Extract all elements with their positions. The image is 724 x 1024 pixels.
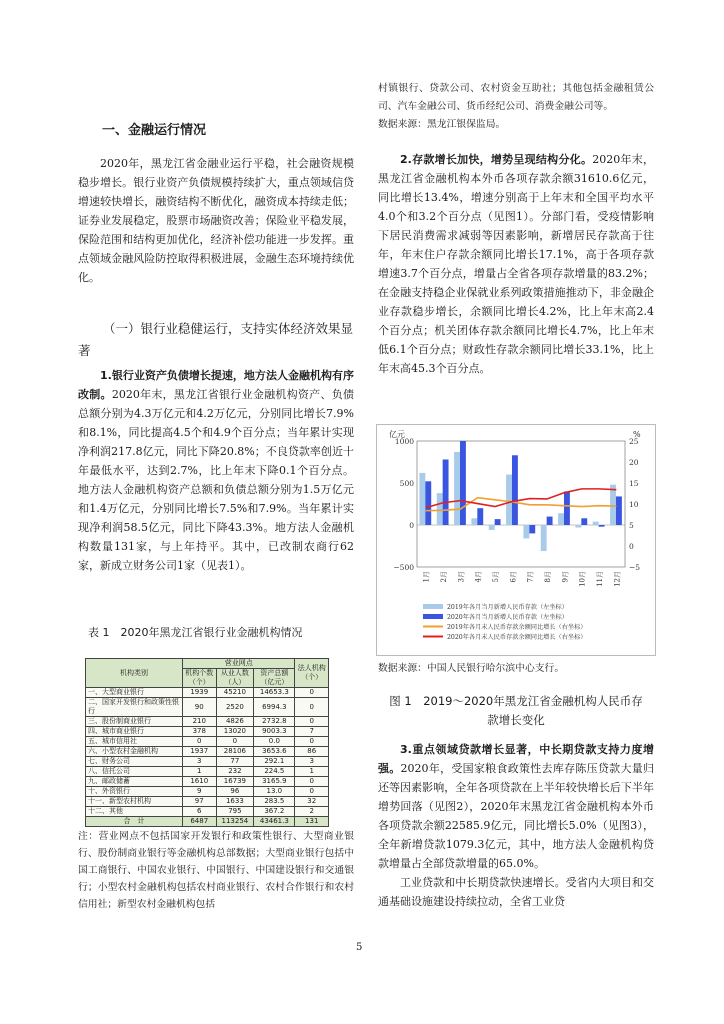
section-title: 一、金融运行情况 <box>102 123 207 138</box>
table-cell-staff: 77 <box>216 757 254 767</box>
para1-block <box>78 366 354 575</box>
table-cell-name: 合 计 <box>86 817 183 827</box>
table-note: 注：营业网点不包括国家开发银行和政策性银行、大型商业银行、股份制商业银行等金融机构总部数据；大型商业银行包括中国工商银行、中国农业银行、中国银行、中国建设银行和交通银行；小型农村金融机构包括农村商业银行、农村合作银行和农村信用社；新型农村金融机构包括 <box>78 831 354 910</box>
table-cell-staff: 28106 <box>216 747 254 757</box>
table1 <box>85 658 329 827</box>
table-cell-assets: 3165.9 <box>254 777 295 787</box>
table-cell-assets: 283.5 <box>254 797 295 807</box>
bar-series-0 <box>419 473 425 525</box>
bar-series-1 <box>564 491 570 525</box>
table-cell-local: 0 <box>295 777 329 787</box>
table-cell-local: 1 <box>295 767 329 777</box>
table-cell-name: 四、城市商业银行 <box>86 727 183 737</box>
table-cell-assets: 6994.3 <box>254 698 295 717</box>
table-cell-name: 十二、其他 <box>86 807 183 817</box>
table-cell-staff: 13020 <box>216 727 254 737</box>
bar-series-1 <box>495 519 501 525</box>
bar-series-0 <box>506 475 512 525</box>
table-cell-local: 0 <box>295 717 329 727</box>
x-tick-label: 3月 <box>457 571 466 583</box>
table-cell-local: 7 <box>295 727 329 737</box>
legend-label-1: 2020年各月当月新增人民币存款（左坐标） <box>447 614 568 621</box>
x-tick-label: 8月 <box>544 571 552 583</box>
table-row <box>86 698 329 717</box>
table-row <box>86 727 329 737</box>
table-note-block <box>78 828 354 913</box>
para2 <box>378 150 654 378</box>
table-row <box>86 717 329 727</box>
table-cell-staff: 232 <box>216 767 254 777</box>
table-cell-assets: 292.1 <box>254 757 295 767</box>
bar-series-0 <box>593 522 599 525</box>
x-tick-label: 1月 <box>422 571 431 583</box>
table-cell-staff: 4826 <box>216 717 254 727</box>
table-cell-name: 五、城市信用社 <box>86 737 183 747</box>
legend-label-2: 2019年各月末人民币存款余额同比增长（右坐标） <box>447 624 587 631</box>
x-tick-label: 10月 <box>578 571 587 587</box>
table-cell-assets: 14653.3 <box>254 688 295 698</box>
x-tick-label: 6月 <box>509 571 518 583</box>
table-cell-count: 0 <box>183 737 217 747</box>
table-cell-name: 八、信托公司 <box>86 767 183 777</box>
table-row <box>86 777 329 787</box>
table-row <box>86 767 329 777</box>
table-cell-count: 1939 <box>183 688 217 698</box>
table-total-row <box>86 817 329 827</box>
table-cell-assets: 3653.6 <box>254 747 295 757</box>
bar-series-1 <box>547 517 553 525</box>
bar-series-1 <box>443 459 449 525</box>
bar-series-0 <box>575 525 581 528</box>
para3-lead: 3.重点领域贷款增长显著，中长期贷款支持力度增强。 <box>378 743 654 775</box>
col-header-count: 机构个数（个） <box>183 669 217 688</box>
bar-series-0 <box>489 525 495 530</box>
note-continued: 村镇银行、贷款公司、农村资金互助社；其他包括金融租赁公司、汽车金融公司、货币经纪公司、消费金融公司等。 <box>378 83 654 112</box>
table-cell-assets: 13.0 <box>254 787 295 797</box>
col-header-group: 营业网点 <box>183 659 295 669</box>
table-cell-assets: 9003.3 <box>254 727 295 737</box>
table-cell-name: 十、外资银行 <box>86 787 183 797</box>
legend-swatch-1 <box>423 614 443 619</box>
table-row <box>86 757 329 767</box>
para4: 工业贷款和中长期贷款快速增长。受省内大项目和交通基础设施建设持续拉动，全省工业贷 <box>378 876 654 908</box>
x-tick-label: 12月 <box>613 571 622 587</box>
figure1-frame <box>376 424 656 656</box>
bar-series-1 <box>512 455 518 525</box>
bar-series-1 <box>581 518 587 525</box>
table-cell-name: 三、股份制商业银行 <box>86 717 183 727</box>
table-cell-name: 二、国家开发银行和政策性银行 <box>86 698 183 717</box>
note-continued-block <box>378 80 654 134</box>
table-cell-staff: 2520 <box>216 698 254 717</box>
table-cell-name: 九、邮政储蓄 <box>86 777 183 787</box>
table-cell-local: 3 <box>295 757 329 767</box>
table-cell-count: 97 <box>183 797 217 807</box>
table-cell-staff: 795 <box>216 807 254 817</box>
bar-series-1 <box>425 481 431 525</box>
table-row <box>86 737 329 747</box>
table-cell-count: 3 <box>183 757 217 767</box>
table-cell-local: 86 <box>295 747 329 757</box>
para1 <box>78 366 354 575</box>
table-cell-local: 0 <box>295 737 329 747</box>
table-cell-assets: 0.0 <box>254 737 295 747</box>
table-cell-count: 1 <box>183 767 217 777</box>
x-tick-label: 2月 <box>440 571 448 583</box>
source-1: 数据来源：黑龙江银保监局。 <box>378 119 506 130</box>
subsection-title: （一）银行业稳健运行，支持实体经济效果显著 <box>78 321 354 358</box>
bar-series-0 <box>437 493 443 525</box>
intro-paragraph: 2020年，黑龙江省金融业运行平稳，社会融资规模稳步增长。银行业资产负债规模持续扩大，重点领域信贷增速较快增长，融资结构不断优化，融资成本持续走低；证券业发展稳定，股票市场融资改善；保险业平稳发展，保险范围和结构更加优化，经济补偿功能进一步发挥。重点领域金融风险防控取得积极进展，金融生态环境持续优化。 <box>78 157 354 284</box>
right-tick-label: 25 <box>629 437 639 446</box>
table-cell-count: 6 <box>183 807 217 817</box>
right-tick-label: 15 <box>629 479 639 488</box>
x-tick-label: 11月 <box>596 571 604 587</box>
col-header-type: 机构类别 <box>86 659 183 688</box>
legend-label-3: 2020年各月末人民币存款余额同比增长（右坐标） <box>447 634 587 641</box>
left-tick-label: 500 <box>399 479 414 488</box>
table-cell-name: 七、财务公司 <box>86 757 183 767</box>
bar-series-0 <box>454 452 460 525</box>
table-cell-count: 378 <box>183 727 217 737</box>
x-tick-label: 4月 <box>474 571 483 583</box>
table-cell-assets: 224.5 <box>254 767 295 777</box>
table-cell-count: 9 <box>183 787 217 797</box>
col-header-assets: 资产总额（亿元） <box>254 669 295 688</box>
table-cell-name: 一、大型商业银行 <box>86 688 183 698</box>
table-cell-name: 六、小型农村金融机构 <box>86 747 183 757</box>
para3 <box>378 740 654 873</box>
para3-body: 2020年，受国家粮食政策性去库存陈压贷款大量归还等因素影响，全年各项贷款在上半年较快增长后下半年增势回落（见图2），2020年末黑龙江省金融机构本外币各项贷款余额22585.9亿元，同比增长5.0%（见图3），全年新增贷款1079.3亿元，其中，地方法人金融机构贷款增量占全部贷款增量的65.0%。 <box>378 762 654 870</box>
col-header-staff: 从业人数（人） <box>216 669 254 688</box>
table-row <box>86 797 329 807</box>
table-cell-count: 210 <box>183 717 217 727</box>
bar-series-0 <box>558 513 564 525</box>
bar-series-0 <box>541 525 547 551</box>
right-axis-unit: % <box>633 430 641 439</box>
left-axis-unit: 亿元 <box>389 430 405 439</box>
bar-series-0 <box>471 518 477 525</box>
para1-body: 2020年末，黑龙江省银行业金融机构资产、负债总额分别为4.3万亿元和4.2万亿元，分别同比增长7.9%和8.1%，同比提高4.5个和4.9个百分点；当年累计实现净利润217.8亿元，同比下降20.8%；不良贷款率创近十年最低水平，达到2.7%，比上年末下降0.1个百分点。地方法人金融机构资产总额和负债总额分别为1.5万亿元和1.4万亿元，分别同比增长7.5%和7.9%。当年累计实现净利润58.5亿元，同比下降43.3%。地方法人金融机构数量131家，与上年持平。其中，已改制农商行62家，新成立财务公司1家（见表1）。 <box>78 388 355 572</box>
table-cell-count: 90 <box>183 698 217 717</box>
col-header-local: 法人机构（个） <box>295 659 329 688</box>
table-row <box>86 807 329 817</box>
right-tick-label: 5 <box>629 521 634 530</box>
source-2: 数据来源：中国人民银行哈尔滨中心支行。 <box>378 663 565 674</box>
para1-lead: 1.银行业资产负债增长提速，地方法人金融机构有序改制。 <box>78 369 354 401</box>
table-cell-local: 2 <box>295 807 329 817</box>
table-cell-count: 1610 <box>183 777 217 787</box>
table-cell-staff: 113254 <box>216 817 254 827</box>
x-tick-label: 7月 <box>526 571 535 583</box>
right-tick-label: 20 <box>629 458 639 467</box>
table-cell-staff: 96 <box>216 787 254 797</box>
table-cell-staff: 0 <box>216 737 254 747</box>
bar-series-1 <box>460 441 466 525</box>
deposit-chart <box>377 425 655 655</box>
left-tick-label: 0 <box>409 521 414 530</box>
intro-block <box>78 154 354 287</box>
bar-series-1 <box>477 508 483 525</box>
table1-caption: 表 1 2020年黑龙江省银行业金融机构情况 <box>88 626 303 639</box>
right-tick-label: −5 <box>629 563 641 572</box>
table-cell-count: 1937 <box>183 747 217 757</box>
table-cell-staff: 1633 <box>216 797 254 807</box>
page-number: 5 <box>356 942 363 953</box>
legend-label-0: 2019年各月当月新增人民币存款（左坐标） <box>447 604 568 611</box>
table-cell-assets: 367.2 <box>254 807 295 817</box>
right-tick-label: 0 <box>629 542 634 551</box>
para2-body: 2020年末，黑龙江省金融机构本外币各项存款余额31610.6亿元，同比增长13.4%，增速分别高于上年末和全国平均水平4.0个和3.2个百分点（见图1）。分部门看，受疫情影响下居民消费需求减弱等因素影响，新增居民存款高于往年，年末住户存款余额同比增长17.1%，高于各项存款增速3.7个百分点，增量占全省各项存款增量的83.2%；在金融支持稳企业保就业系列政策措施推动下，非金融企业存款稳步增长，余额同比增长4.2%，比上年末高2.4个百分点；机关团体存款余额同比增长4.7%，比上年末低6.1个百分点；财政性存款余额同比增长33.1%，比上年末高45.3个百分点。 <box>378 153 654 375</box>
table-cell-local: 0 <box>295 787 329 797</box>
left-tick-label: 1000 <box>394 437 414 446</box>
table-cell-count: 6487 <box>183 817 217 827</box>
table-row <box>86 747 329 757</box>
bar-series-1 <box>529 525 535 533</box>
para2-block <box>378 150 654 378</box>
table-cell-local: 131 <box>295 817 329 827</box>
table-cell-name: 十一、新型农村机构 <box>86 797 183 807</box>
x-tick-label: 9月 <box>561 571 570 583</box>
right-tick-label: 10 <box>629 500 639 509</box>
bar-series-0 <box>523 525 529 538</box>
legend-swatch-0 <box>423 604 443 609</box>
table-cell-assets: 43461.3 <box>254 817 295 827</box>
x-tick-label: 5月 <box>492 571 500 583</box>
table-row <box>86 787 329 797</box>
bar-series-1 <box>616 496 622 525</box>
table-cell-local: 0 <box>295 698 329 717</box>
bar-series-0 <box>610 485 616 525</box>
table-row <box>86 688 329 698</box>
figure1-caption: 图 1 2019～2020年黑龙江省金融机构人民币存款增长变化 <box>389 694 643 727</box>
table-cell-local: 0 <box>295 688 329 698</box>
table-cell-staff: 45210 <box>216 688 254 698</box>
left-tick-label: −500 <box>393 563 414 572</box>
table-cell-assets: 2732.8 <box>254 717 295 727</box>
para2-lead: 2.存款增长加快，增势呈现结构分化。 <box>400 153 593 166</box>
table-cell-staff: 16739 <box>216 777 254 787</box>
para3-block <box>378 740 654 911</box>
table-cell-local: 32 <box>295 797 329 807</box>
bar-series-1 <box>599 525 605 527</box>
